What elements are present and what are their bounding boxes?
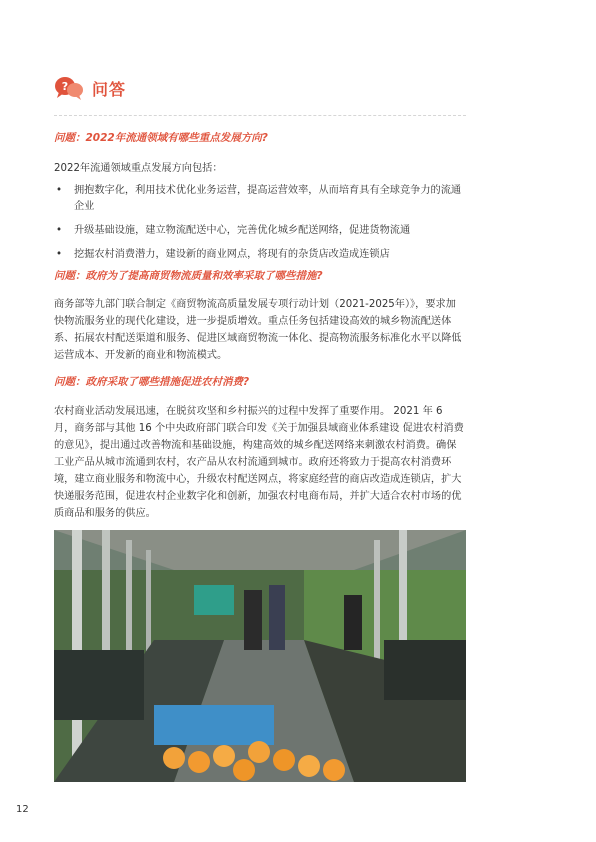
market-walkway-photo — [54, 530, 466, 782]
svg-text:?: ? — [61, 80, 69, 93]
list-item: • 升级基础设施，建立物流配送中心，完善优化城乡配送网络，促进货物流通 — [54, 223, 466, 239]
question-1: 问题：2022年流通领域有哪些重点发展方向? — [54, 132, 268, 144]
question-chat-bubbles-icon — [54, 75, 84, 101]
list-item: • 拥抱数字化，利用技术优化业务运营，提高运营效率，从而培育具有全球竞争力的流通企业 — [54, 183, 466, 215]
answer-3: 农村商业活动发展迅速，在脱贫攻坚和乡村振兴的过程中发挥了重要作用。 2021 年 6 月，商务部与其他 16 个中央政府部门联合印发《关于加强县域商业体系建设 促进农村消费的意见》，提出通过改善物流和基础设施，构建高效的城乡配送网络来刺激农村消费。确保工业产品从城市流通到农村，农产品从农村流通到城市。政府还将致力于提高农村消费环境，建立商业服务和物流中心，升级农村配送网点，将家庭经营的商店改造成连锁店，扩大快递服务范围，促进农村企业数字化和创新，加强农村电商布局，并扩大适合农村市场的优质商品和服务的供应。 — [54, 406, 464, 519]
section-header — [54, 72, 126, 104]
section-divider — [54, 115, 466, 116]
answer-1-intro: 2022年流通领域重点发展方向包括： — [54, 163, 223, 174]
answer-2: 商务部等九部门联合制定《商贸物流高质量发展专项行动计划（2021-2025年）》，要求加快物流服务业的现代化建设，进一步提质增效。重点任务包括建设高效的城乡物流配送体系、拓展农村配送渠道和服务、促进区域商贸物流一体化、提高物流服务标准化水平以降低运营成本、开发新的商业和物流模式。 — [54, 299, 462, 361]
section-title: 问答 — [92, 79, 127, 99]
page-number: 12 — [16, 804, 29, 815]
question-2: 问题：政府为了提高商贸物流质量和效率采取了哪些措施? — [54, 270, 323, 282]
answer-1-list — [54, 183, 466, 271]
list-item: • 挖掘农村消费潜力，建设新的商业网点，将现有的杂货店改造成连锁店 — [54, 247, 466, 263]
question-3: 问题：政府采取了哪些措施促进农村消费? — [54, 376, 250, 388]
